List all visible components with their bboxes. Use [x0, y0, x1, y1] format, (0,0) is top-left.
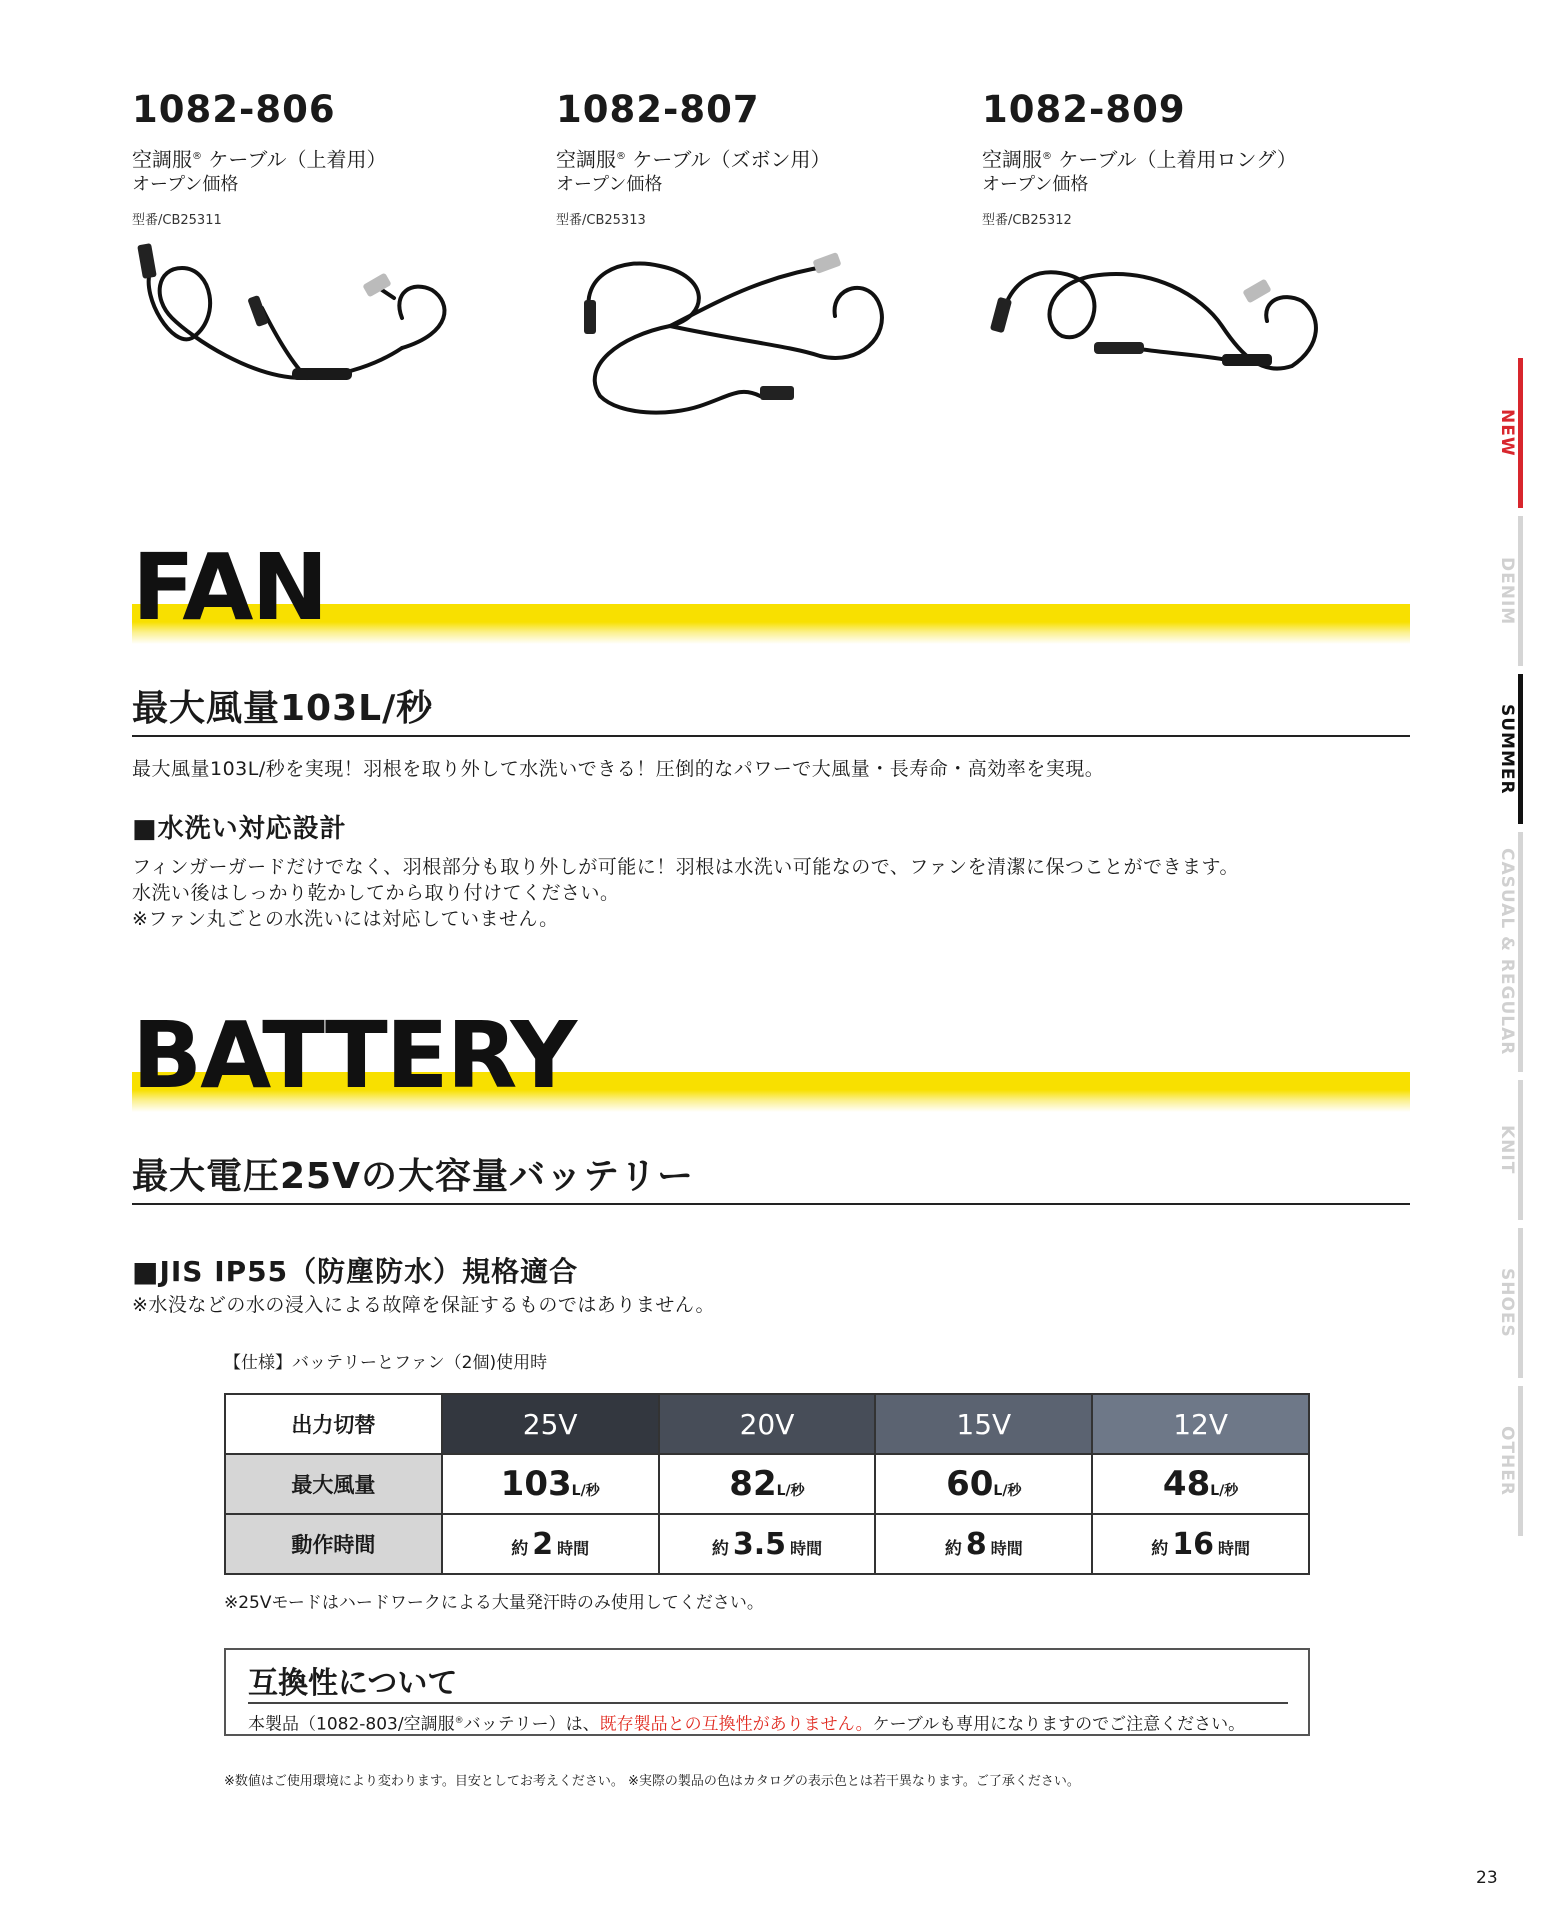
side-tab-new[interactable]: NEW — [1496, 358, 1523, 508]
table-row — [225, 1454, 1309, 1514]
fan-subheading: 最大風量103L/秒 — [132, 688, 434, 729]
airflow-cell: 82L/秒 — [659, 1454, 876, 1514]
product-model: 型番/CB25313 — [556, 212, 646, 228]
fan-feature-line: フィンガーガードだけでなく、羽根部分も取り外しが可能に！羽根は水洗い可能なので、ファンを清潔に保つことができます。 — [132, 856, 1239, 878]
battery-heading: BATTERY — [132, 1002, 576, 1109]
time-cell: 約 3.5 時間 — [659, 1514, 876, 1574]
product-price: オープン価格 — [556, 173, 663, 195]
compatibility-text: 本製品（1082-803/空調服®バッテリー）は、既存製品との互換性がありません。ケーブルも専用になりますのでご注意ください。 — [248, 1714, 1246, 1735]
airflow-cell: 60L/秒 — [875, 1454, 1092, 1514]
side-tab-other[interactable]: OTHER — [1496, 1386, 1523, 1536]
side-tab-shoes[interactable]: SHOES — [1496, 1228, 1523, 1378]
table-header-corner: 出力切替 — [225, 1394, 442, 1454]
spec-table — [224, 1393, 1310, 1575]
battery-feature-heading: ■JIS IP55（防塵防水）規格適合 — [132, 1255, 579, 1288]
voltage-header: 25V — [442, 1394, 659, 1454]
product-1082-807 — [556, 88, 976, 228]
table-row — [225, 1514, 1309, 1574]
battery-feature-note: ※水没などの水の浸入による故障を保証するものではありません。 — [132, 1294, 716, 1316]
spec-caption: 【仕様】バッテリーとファン（2個)使用時 — [224, 1353, 548, 1373]
side-tab-denim[interactable]: DENIM — [1496, 516, 1523, 666]
voltage-header: 20V — [659, 1394, 876, 1454]
compatibility-title: 互換性について — [248, 1666, 458, 1701]
battery-rule — [132, 1203, 1410, 1205]
voltage-header: 12V — [1092, 1394, 1309, 1454]
time-cell: 約 2 時間 — [442, 1514, 659, 1574]
cable-image-upper — [132, 238, 472, 398]
airflow-label: 最大風量 — [225, 1454, 442, 1514]
time-cell: 約 16 時間 — [1092, 1514, 1309, 1574]
time-label: 動作時間 — [225, 1514, 442, 1574]
product-name: 空調服® ケーブル（上着用） — [132, 147, 387, 172]
table-note: ※25Vモードはハードワークによる大量発汗時のみ使用してください。 — [224, 1593, 764, 1613]
compatibility-warning: 既存製品との互換性がありません。 — [599, 1714, 873, 1735]
side-tab-casual-regular[interactable]: CASUAL & REGULAR — [1496, 832, 1523, 1072]
product-model: 型番/CB25312 — [982, 212, 1072, 228]
side-tab-knit[interactable]: KNIT — [1496, 1080, 1523, 1220]
product-code: 1082-806 — [132, 88, 336, 131]
fan-feature-heading: ■水洗い対応設計 — [132, 814, 347, 844]
compatibility-box — [224, 1648, 1310, 1736]
product-name: 空調服® ケーブル（ズボン用） — [556, 147, 831, 172]
battery-subheading: 最大電圧25Vの大容量バッテリー — [132, 1156, 694, 1197]
fan-feature-line: 水洗い後はしっかり乾かしてから取り付けてください。 — [132, 882, 620, 904]
fan-heading: FAN — [132, 534, 327, 641]
product-1082-809 — [982, 88, 1402, 228]
time-cell: 約 8 時間 — [875, 1514, 1092, 1574]
voltage-header: 15V — [875, 1394, 1092, 1454]
compatibility-rule — [248, 1702, 1288, 1704]
cable-image-upper-long — [982, 246, 1342, 406]
fan-feature-line: ※ファン丸ごとの水洗いには対応していません。 — [132, 908, 559, 930]
product-code: 1082-809 — [982, 88, 1186, 131]
product-code: 1082-807 — [556, 88, 760, 131]
airflow-cell: 103L/秒 — [442, 1454, 659, 1514]
footnote: ※数値はご使用環境により変わります。目安としてお考えください。 ※実際の製品の色はカタログの表示色とは若干異なります。ご了承ください。 — [224, 1774, 1080, 1789]
product-price: オープン価格 — [132, 173, 239, 195]
airflow-cell: 48L/秒 — [1092, 1454, 1309, 1514]
product-1082-806 — [132, 88, 552, 228]
table-row — [225, 1394, 1309, 1454]
product-model: 型番/CB25311 — [132, 212, 222, 228]
fan-rule — [132, 735, 1410, 737]
product-name: 空調服® ケーブル（上着用ロング） — [982, 147, 1297, 172]
page-number: 23 — [1476, 1868, 1498, 1888]
fan-description: 最大風量103L/秒を実現！羽根を取り外して水洗いできる！圧倒的なパワーで大風量・長寿命・高効率を実現。 — [132, 758, 1105, 780]
product-price: オープン価格 — [982, 173, 1089, 195]
cable-image-pants — [560, 246, 900, 416]
side-tab-summer[interactable]: SUMMER — [1496, 674, 1523, 824]
